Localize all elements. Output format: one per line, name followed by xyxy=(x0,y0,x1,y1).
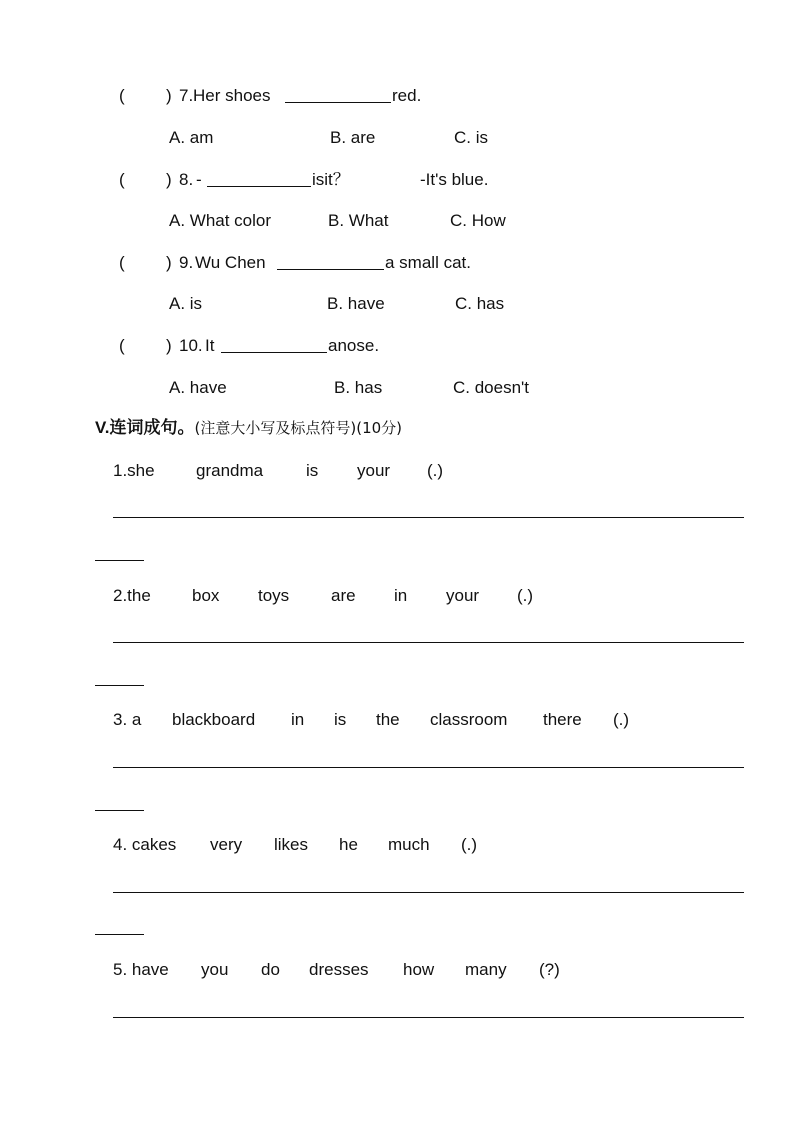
word: is xyxy=(306,461,319,480)
word: 2.the xyxy=(113,586,151,605)
answer-blank[interactable] xyxy=(207,172,311,187)
word: 1.she xyxy=(113,461,155,480)
answer-paren-open: ( xyxy=(119,86,125,105)
word: is xyxy=(334,710,347,729)
question-text-before: Her shoes xyxy=(193,86,271,105)
question-text-after: isit？ xyxy=(312,170,350,189)
option-b[interactable]: B. has xyxy=(334,378,383,397)
word: much xyxy=(388,835,430,854)
answer-paren-close: ) xyxy=(166,336,172,355)
question-text-after: anose. xyxy=(328,336,380,355)
answer-line-continuation xyxy=(95,685,144,686)
section-title xyxy=(95,418,402,438)
option-c[interactable]: C. How xyxy=(450,211,506,230)
answer-paren-open: ( xyxy=(119,253,125,272)
word: your xyxy=(446,586,480,605)
word: (.) xyxy=(613,710,630,729)
answer-line-continuation xyxy=(95,560,144,561)
option-a[interactable]: A. is xyxy=(169,294,203,313)
answer-line-continuation xyxy=(95,810,144,811)
answer-line[interactable] xyxy=(113,767,744,768)
word: 4. cakes xyxy=(113,835,177,854)
word: 5. have xyxy=(113,960,169,979)
answer-blank[interactable] xyxy=(221,338,327,353)
question-text-before: Wu Chen xyxy=(195,253,266,272)
section-title-note: (注意大小写及标点符号)(10分) xyxy=(194,419,403,437)
word: are xyxy=(331,586,356,605)
question-number: 8. xyxy=(179,170,194,189)
word: 3. a xyxy=(113,710,142,729)
option-a[interactable]: A. have xyxy=(169,378,227,397)
word: box xyxy=(192,586,220,605)
word: grandma xyxy=(196,461,264,480)
answer-line[interactable] xyxy=(113,517,744,518)
option-c[interactable]: C. doesn't xyxy=(453,378,530,397)
answer-blank[interactable] xyxy=(277,255,384,270)
dialogue-reply: -It's blue. xyxy=(420,170,489,189)
answer-paren-close: ) xyxy=(166,86,172,105)
word: your xyxy=(357,461,391,480)
answer-paren-close: ) xyxy=(166,170,172,189)
option-a[interactable]: A. What color xyxy=(169,211,272,230)
word: dresses xyxy=(309,960,369,979)
word: (.) xyxy=(427,461,444,480)
word: classroom xyxy=(430,710,508,729)
answer-line[interactable] xyxy=(113,642,744,643)
option-b[interactable]: B. are xyxy=(330,128,376,147)
word: he xyxy=(339,835,358,854)
answer-blank[interactable] xyxy=(285,88,391,103)
option-a[interactable]: A. am xyxy=(169,128,214,147)
option-b[interactable]: B. What xyxy=(328,211,389,230)
question-number: 10. xyxy=(179,336,203,355)
word: likes xyxy=(274,835,309,854)
word: the xyxy=(376,710,400,729)
question-text-before: It xyxy=(205,336,215,355)
question-text-after: a small cat. xyxy=(385,253,471,272)
word: (.) xyxy=(461,835,478,854)
question-text-after: red. xyxy=(392,86,422,105)
option-b[interactable]: B. have xyxy=(327,294,385,313)
word: many xyxy=(465,960,507,979)
answer-line[interactable] xyxy=(113,1017,744,1018)
answer-paren-open: ( xyxy=(119,336,125,355)
word: (?) xyxy=(539,960,560,979)
word: very xyxy=(210,835,243,854)
word: how xyxy=(403,960,435,979)
question-text-before: - xyxy=(196,170,202,189)
word: (.) xyxy=(517,586,534,605)
word: in xyxy=(394,586,408,605)
word: in xyxy=(291,710,305,729)
word: blackboard xyxy=(172,710,256,729)
answer-paren-open: ( xyxy=(119,170,125,189)
option-c[interactable]: C. is xyxy=(454,128,488,147)
question-number: 9. xyxy=(179,253,194,272)
section-title-main: V.连词成句。 xyxy=(95,418,195,437)
answer-line[interactable] xyxy=(113,892,744,893)
option-c[interactable]: C. has xyxy=(455,294,505,313)
word: toys xyxy=(258,586,290,605)
word: do xyxy=(261,960,280,979)
answer-paren-close: ) xyxy=(166,253,172,272)
word: you xyxy=(201,960,229,979)
answer-line-continuation xyxy=(95,934,144,935)
word: there xyxy=(543,710,582,729)
question-number: 7. xyxy=(179,86,194,105)
